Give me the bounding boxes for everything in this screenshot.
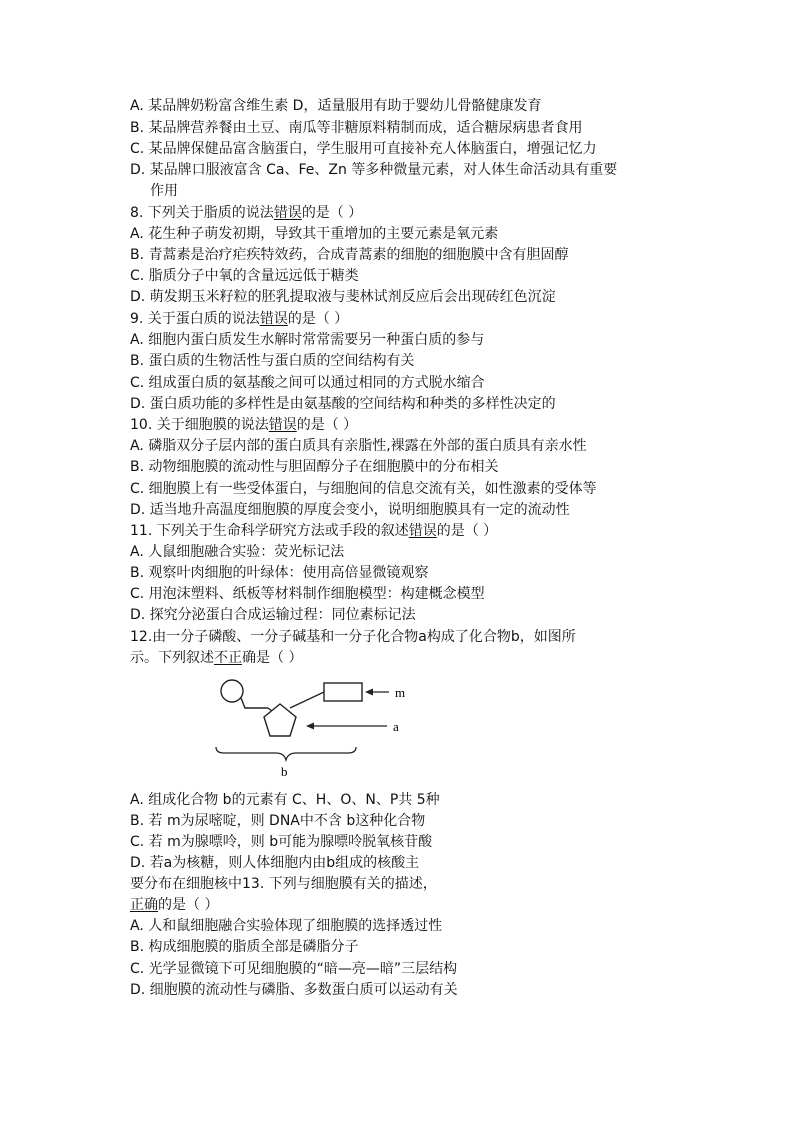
phosphate-bond: [241, 698, 268, 708]
arrow-m-head: [365, 689, 373, 696]
q9-stem-text: 9. 关于蛋白质的说法: [130, 311, 260, 327]
q7-option-a: A. 某品牌奶粉富含维生素 D，适量服用有助于婴幼儿骨骼健康发育: [130, 98, 542, 114]
q10-option-d: D. 适当地升高温度细胞膜的厚度会变小，说明细胞膜具有一定的流动性: [130, 502, 570, 518]
q9-option-a: A. 细胞内蛋白质发生水解时常常需要另一种蛋白质的参与: [130, 332, 485, 348]
q11-option-c: C. 用泡沫塑料、纸板等材料制作细胞模型：构建概念模型: [130, 586, 485, 602]
q12-option-d-continued: 要分布在细胞核中13. 下列与细胞膜有关的描述，: [130, 876, 437, 892]
q11-stem-emphasis: 错误: [408, 523, 437, 539]
q13-stem-emphasis: 正确: [130, 897, 158, 913]
q9-option-c: C. 组成蛋白质的氨基酸之间可以通过相同的方式脱水缩合: [130, 375, 485, 391]
arrow-a-head: [306, 723, 314, 730]
q13-stem-end: 的是（ ）: [158, 897, 219, 913]
q10-option-a: A. 磷脂双分子层内部的蛋白质具有亲脂性,裸露在外部的蛋白质具有亲水性: [130, 438, 587, 454]
q11-option-b: B. 观察叶肉细胞的叶绿体：使用高倍显微镜观察: [130, 565, 429, 581]
q9-stem-emphasis: 错误: [259, 311, 288, 327]
q7-option-d-continued: 作用: [150, 183, 178, 199]
q7-option-c: C. 某品牌保健品富含脑蛋白，学生服用可直接补充人体脑蛋白，增强记忆力: [130, 141, 597, 157]
q8-option-c: C. 脂质分子中氧的含量远远低于糖类: [130, 268, 359, 284]
q8-option-b: B. 青蒿素是治疗疟疾特效药，合成青蒿素的细胞的细胞膜中含有胆固醇: [130, 247, 569, 263]
label-m: m: [395, 685, 406, 700]
q10-option-c: C. 细胞膜上有一些受体蛋白，与细胞间的信息交流有关，如性激素的受体等: [130, 481, 597, 497]
q10-stem-end: 的是（ ）: [296, 417, 358, 433]
q11-stem-text: 11. 下列关于生命科学研究方法或手段的叙述: [130, 523, 409, 539]
base-rectangle: [324, 683, 362, 701]
q11-stem: [130, 522, 497, 540]
q12-option-d: D. 若a为核糖，则人体细胞内由b组成的核酸主: [130, 855, 420, 871]
q9-option-b: B. 蛋白质的生物活性与蛋白质的空间结构有关: [130, 353, 415, 369]
q12-stem-text: 示。下列叙述: [130, 650, 214, 666]
q13-option-c: C. 光学显微镜下可见细胞膜的“暗—亮—暗”三层结构: [130, 961, 458, 977]
q10-stem-text: 10. 关于细胞膜的说法: [130, 417, 269, 433]
q7-option-d: D. 某品牌口服液富含 Ca、Fe、Zn 等多种微量元素，对人体生命活动具有重要: [130, 162, 618, 178]
label-a: a: [393, 719, 399, 734]
q8-option-a: A. 花生种子萌发初期，导致其干重增加的主要元素是氧元素: [130, 226, 499, 242]
q13-option-d: D. 细胞膜的流动性与磷脂、多数蛋白质可以运动有关: [130, 982, 458, 998]
q12-stem-end: 确是（ ）: [242, 650, 303, 666]
q12-option-b: B. 若 m为尿嘧啶，则 DNA中不含 b这种化合物: [130, 813, 426, 829]
q10-stem: [130, 416, 357, 434]
q13-stem: [130, 896, 218, 914]
brace-b: [216, 747, 356, 760]
q12-option-c: C. 若 m为腺嘌呤，则 b可能为腺嘌呤脱氧核苷酸: [130, 834, 433, 850]
nucleotide-diagram: [214, 674, 424, 784]
q12-stem-line2: [130, 649, 302, 667]
q8-stem-text: 8. 下列关于脂质的说法: [130, 205, 274, 221]
q11-stem-end: 的是（ ）: [436, 523, 498, 539]
q8-stem-emphasis: 错误: [273, 205, 302, 221]
q13-option-b: B. 构成细胞膜的脂质全部是磷脂分子: [130, 939, 359, 955]
q8-option-d: D. 萌发期玉米籽粒的胚乳提取液与斐林试剂反应后会出现砖红色沉淀: [130, 289, 556, 305]
label-b: b: [281, 764, 288, 779]
phosphate-circle: [221, 680, 243, 702]
q9-option-d: D. 蛋白质功能的多样性是由氨基酸的空间结构和种类的多样性决定的: [130, 396, 556, 412]
q9-stem: [130, 310, 348, 328]
q13-option-a: A. 人和鼠细胞融合实验体现了细胞膜的选择透过性: [130, 918, 443, 934]
q10-option-b: B. 动物细胞膜的流动性与胆固醇分子在细胞膜中的分布相关: [130, 459, 499, 475]
q8-stem-end: 的是（ ）: [301, 205, 363, 221]
q12-stem-line1: 12.由一分子磷酸、一分子碱基和一分子化合物a构成了化合物b，如图所: [130, 629, 576, 645]
q7-option-b: B. 某品牌营养餐由土豆、南瓜等非糖原料精制而成，适合糖尿病患者食用: [130, 120, 583, 136]
base-bond: [290, 692, 324, 708]
q8-stem: [130, 204, 362, 222]
pentose-link: [268, 708, 272, 711]
q11-option-a: A. 人鼠细胞融合实验：荧光标记法: [130, 544, 345, 560]
q9-stem-end: 的是（ ）: [287, 311, 349, 327]
q10-stem-emphasis: 错误: [268, 417, 297, 433]
q12-stem-emphasis: 不正: [214, 650, 242, 666]
q11-option-d: D. 探究分泌蛋白合成运输过程：同位素标记法: [130, 607, 416, 623]
q12-option-a: A. 组成化合物 b的元素有 C、H、O、N、P共 5种: [130, 792, 440, 808]
